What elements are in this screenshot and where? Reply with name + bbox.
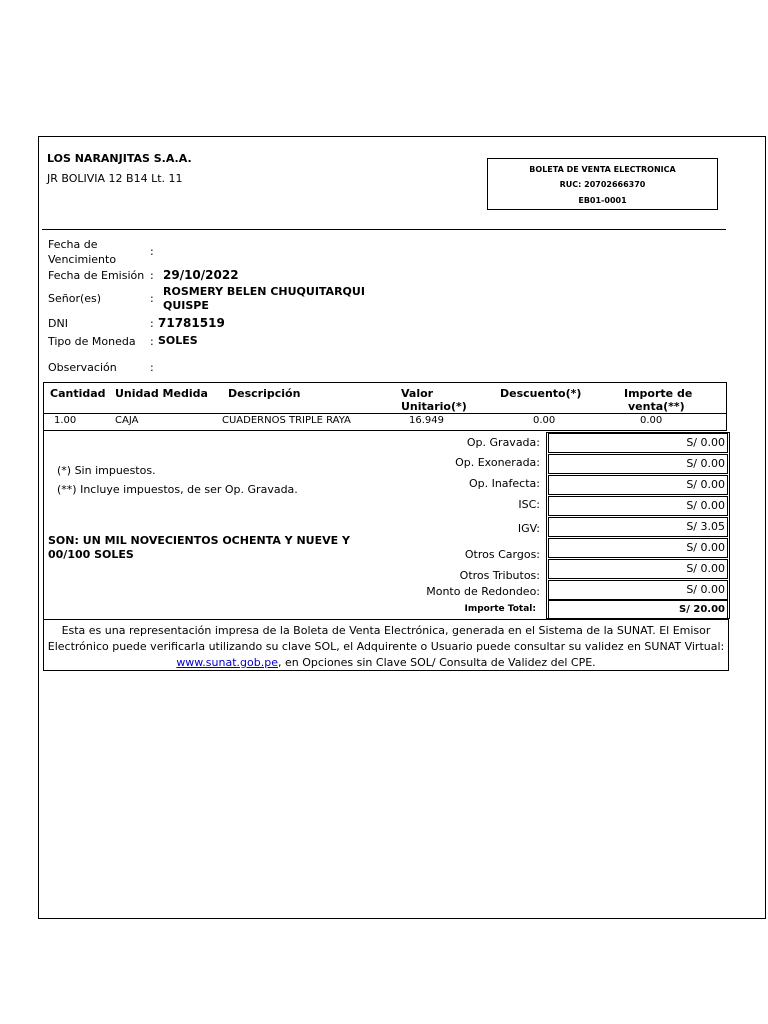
row-amount: 0.00 bbox=[640, 415, 663, 426]
legal-notice bbox=[43, 619, 729, 671]
issue-date-separator: : bbox=[150, 269, 154, 282]
otros-cargos-label: Otros Cargos: bbox=[464, 548, 540, 561]
header-unit-value-1: Valor bbox=[401, 387, 434, 400]
row-unit-value: 16.949 bbox=[409, 415, 444, 426]
document-box bbox=[487, 158, 718, 210]
isc-value: S/ 0.00 bbox=[548, 496, 728, 516]
legal-notice-line1: Esta es una representación impresa de la Boleta de Venta Electrónica, generada en el Sistema de la SUNAT. El Emisor bbox=[61, 624, 711, 637]
due-date-separator: : bbox=[150, 245, 154, 258]
igv-value: S/ 3.05 bbox=[548, 517, 728, 537]
header-unit-value-2: Unitario(*) bbox=[401, 400, 467, 413]
document-type: BOLETA DE VENTA ELECTRONICA bbox=[529, 165, 676, 174]
company-address: JR BOLIVIA 12 B14 Lt. 11 bbox=[47, 172, 183, 185]
redondeo-value: S/ 0.00 bbox=[548, 580, 728, 600]
due-date-label-2: Vencimiento bbox=[48, 253, 117, 266]
amount-in-words-1: SON: UN MIL NOVECIENTOS OCHENTA Y NUEVE Y bbox=[48, 534, 350, 547]
header-unit: Unidad Medida bbox=[115, 387, 208, 400]
dni-separator: : bbox=[150, 317, 154, 330]
header-description: Descripción bbox=[228, 387, 301, 400]
row-discount: 0.00 bbox=[533, 415, 556, 426]
currency-value: SOLES bbox=[158, 334, 198, 347]
document-number: EB01-0001 bbox=[578, 196, 627, 205]
currency-label: Tipo de Moneda bbox=[48, 335, 136, 348]
redondeo-label: Monto de Redondeo: bbox=[426, 585, 540, 598]
igv-label: IGV: bbox=[517, 522, 540, 535]
table-header-divider bbox=[44, 413, 726, 414]
customer-separator: : bbox=[150, 292, 154, 305]
row-description: CUADERNOS TRIPLE RAYA bbox=[222, 415, 351, 426]
op-gravada-label: Op. Gravada: bbox=[466, 436, 540, 449]
header-quantity: Cantidad bbox=[50, 387, 106, 400]
customer-label: Señor(es) bbox=[48, 292, 102, 305]
isc-label: ISC: bbox=[518, 498, 540, 511]
header-amount-1: Importe de bbox=[624, 387, 693, 400]
row-quantity: 1.00 bbox=[54, 415, 77, 426]
dni-value: 71781519 bbox=[158, 316, 225, 330]
customer-name-2: QUISPE bbox=[163, 299, 209, 312]
op-gravada-value: S/ 0.00 bbox=[548, 433, 728, 453]
op-exonerada-label: Op. Exonerada: bbox=[455, 456, 540, 469]
legal-notice-line3: , en Opciones sin Clave SOL/ Consulta de Validez del CPE. bbox=[277, 656, 596, 669]
dni-label: DNI bbox=[48, 317, 68, 330]
op-inafecta-label: Op. Inafecta: bbox=[468, 477, 540, 490]
sunat-link[interactable]: www.sunat.gob.pe bbox=[176, 656, 278, 669]
currency-separator: : bbox=[150, 335, 154, 348]
legal-notice-line2: Electrónico puede verificarla utilizando su clave SOL, el Adquirente o Usuario puede consultar su validez en SUNAT Virtual: bbox=[47, 640, 725, 653]
otros-tributos-label: Otros Tributos: bbox=[459, 569, 540, 582]
observation-separator: : bbox=[150, 361, 154, 374]
header-amount-2: venta(**) bbox=[628, 400, 685, 413]
otros-cargos-value: S/ 0.00 bbox=[548, 538, 728, 558]
document-ruc: RUC: 20702666370 bbox=[559, 180, 646, 189]
op-inafecta-value: S/ 0.00 bbox=[548, 475, 728, 495]
row-unit: CAJA bbox=[115, 415, 139, 426]
customer-name-1: ROSMERY BELEN CHUQUITARQUI bbox=[163, 285, 365, 298]
note-includes-taxes: (**) Incluye impuestos, de ser Op. Gravada. bbox=[57, 483, 298, 496]
otros-tributos-value: S/ 0.00 bbox=[548, 559, 728, 579]
company-name: LOS NARANJITAS S.A.A. bbox=[47, 152, 192, 165]
header-divider bbox=[42, 229, 726, 230]
total-label: Importe Total: bbox=[464, 604, 536, 614]
issue-date-label: Fecha de Emisión bbox=[48, 269, 145, 282]
amount-in-words-2: 00/100 SOLES bbox=[48, 548, 134, 561]
note-no-taxes: (*) Sin impuestos. bbox=[57, 464, 156, 477]
issue-date-value: 29/10/2022 bbox=[163, 268, 239, 282]
due-date-label-1: Fecha de bbox=[48, 238, 98, 251]
total-value: S/ 20.00 bbox=[548, 600, 728, 620]
header-discount: Descuento(*) bbox=[500, 387, 582, 400]
op-exonerada-value: S/ 0.00 bbox=[548, 454, 728, 474]
observation-label: Observación bbox=[48, 361, 117, 374]
